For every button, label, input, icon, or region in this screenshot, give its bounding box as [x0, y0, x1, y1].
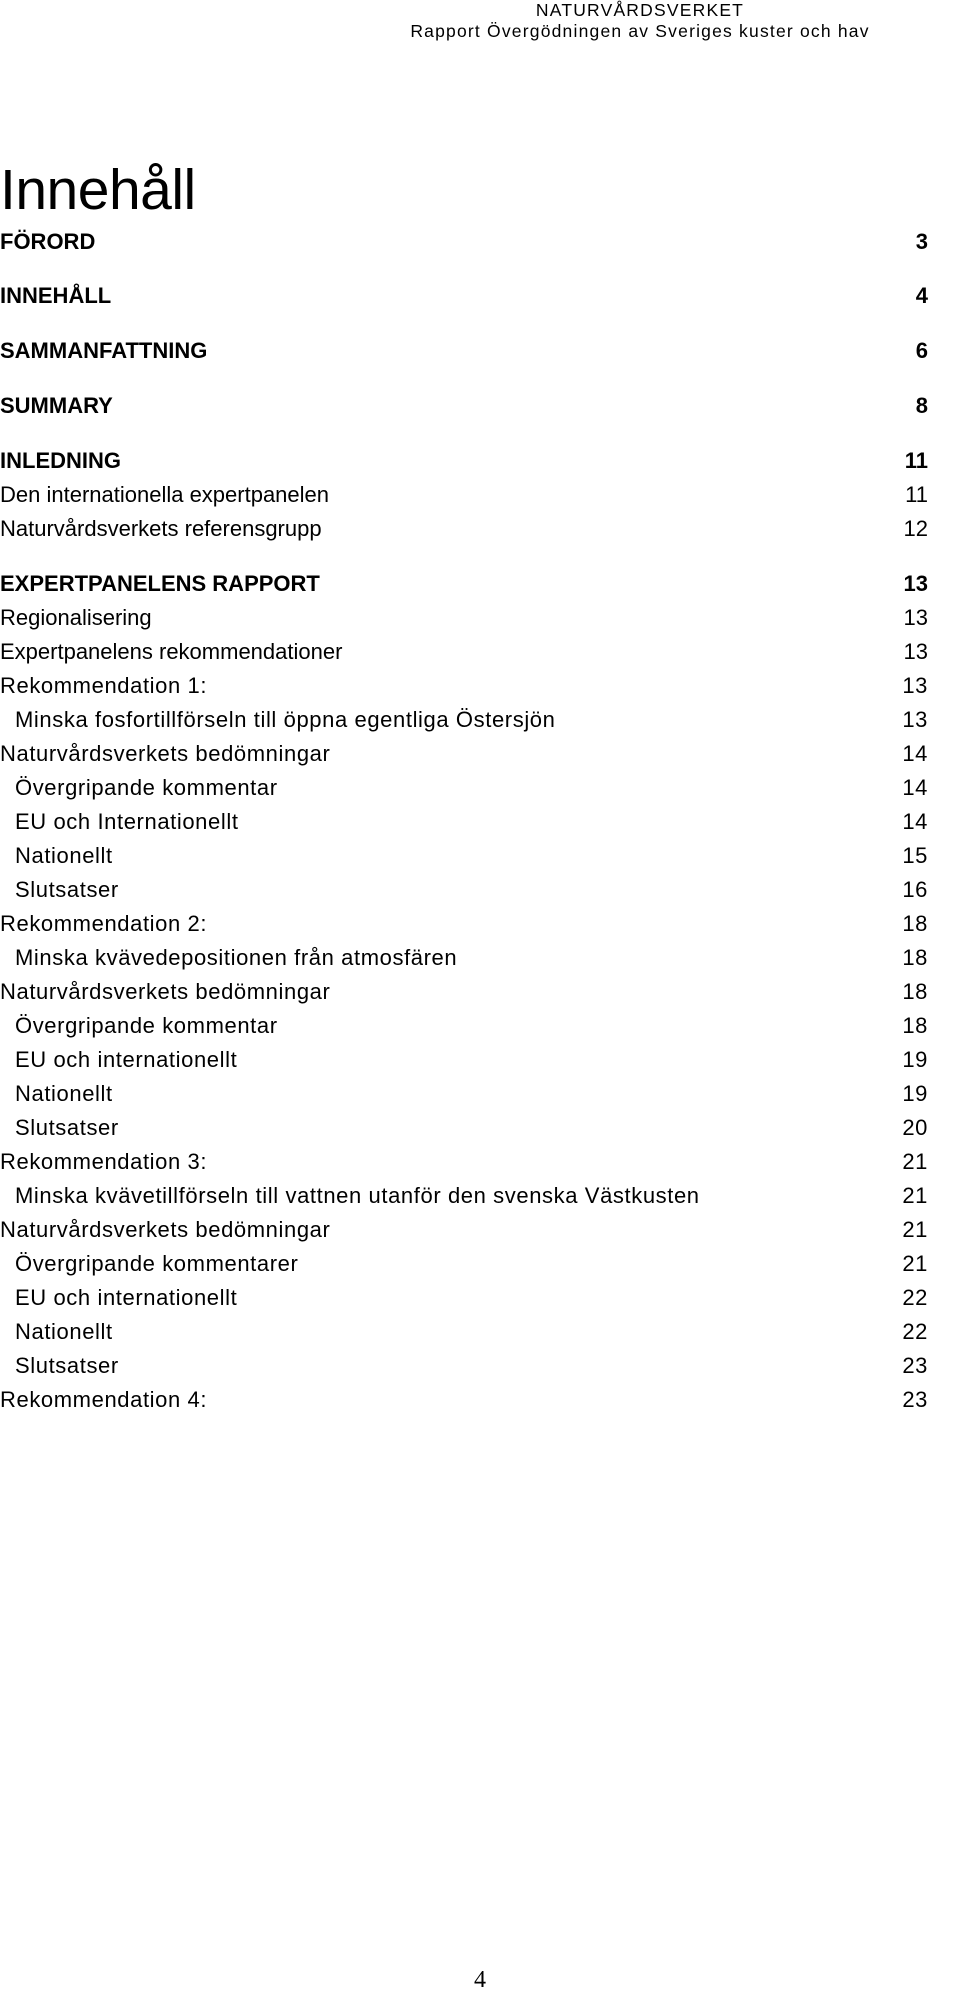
toc-entry-label: Rekommendation 1:	[0, 673, 208, 698]
toc-entry-page-number: 21	[902, 1183, 928, 1208]
toc-entry-page-number: 3	[915, 229, 928, 254]
toc-entry-page-number: 20	[902, 1115, 928, 1140]
toc-entry-label: Naturvårdsverkets bedömningar	[0, 741, 331, 766]
toc-entry-label: Slutsatser	[15, 1115, 119, 1140]
toc-entry-label: INNEHÅLL	[0, 283, 112, 308]
toc-entry[interactable]	[0, 512, 928, 546]
toc-entry-page-number: 8	[915, 393, 928, 418]
toc-entry[interactable]	[0, 389, 928, 423]
toc-entry-page-number: 14	[902, 775, 928, 800]
toc-entry[interactable]	[0, 1247, 928, 1281]
toc-entry-label: Slutsatser	[15, 877, 119, 902]
toc-entry-label: INLEDNING	[0, 448, 121, 473]
page-title: Innehåll	[0, 158, 196, 222]
toc-entry-label: Nationellt	[15, 1319, 113, 1344]
toc-entry-page-number: 22	[902, 1319, 928, 1344]
toc-entry[interactable]	[0, 873, 928, 907]
toc-entry[interactable]	[0, 1315, 928, 1349]
toc-entry[interactable]	[0, 601, 928, 635]
toc-entry-page-number: 21	[902, 1217, 928, 1242]
toc-entry-page-number: 13	[903, 571, 928, 596]
toc-entry-label: EU och internationellt	[15, 1047, 238, 1072]
toc-entry[interactable]	[0, 975, 928, 1009]
toc-entry[interactable]	[0, 334, 928, 368]
toc-entry-label: Minska kvävetillförseln till vattnen utanför den svenska Västkusten	[15, 1183, 700, 1208]
toc-entry[interactable]	[0, 567, 928, 601]
toc-entry-page-number: 18	[902, 979, 928, 1004]
toc-entry-page-number: 15	[902, 843, 928, 868]
toc-entry[interactable]	[0, 1111, 928, 1145]
toc-entry-page-number: 22	[902, 1285, 928, 1310]
toc-entry[interactable]	[0, 1145, 928, 1179]
toc-entry-page-number: 13	[902, 673, 928, 698]
toc-entry-page-number: 19	[902, 1047, 928, 1072]
toc-entry-label: Naturvårdsverkets bedömningar	[0, 979, 331, 1004]
toc-entry-label: Regionalisering	[0, 605, 152, 630]
toc-entry-page-number: 19	[902, 1081, 928, 1106]
toc-entry-page-number: 18	[902, 945, 928, 970]
toc-entry[interactable]	[0, 1281, 928, 1315]
toc-entry-label: Rekommendation 2:	[0, 911, 208, 936]
toc-entry[interactable]	[0, 1009, 928, 1043]
toc-entry-page-number: 13	[903, 639, 928, 664]
toc-entry-label: FÖRORD	[0, 229, 96, 254]
toc-entry[interactable]	[0, 941, 928, 975]
toc-entry-page-number: 4	[915, 283, 928, 308]
toc-entry[interactable]	[0, 737, 928, 771]
toc-entry[interactable]	[0, 225, 928, 259]
toc-entry-label: EXPERTPANELENS RAPPORT	[0, 571, 320, 596]
toc-entry-label: Minska kvävedepositionen från atmosfären	[15, 945, 458, 970]
toc-entry-page-number: 12	[903, 516, 928, 541]
toc-entry[interactable]	[0, 444, 928, 478]
toc-entry-label: EU och internationellt	[15, 1285, 238, 1310]
toc-entry[interactable]	[0, 279, 928, 313]
toc-entry[interactable]	[0, 805, 928, 839]
toc-entry-page-number: 23	[902, 1387, 928, 1412]
toc-entry-page-number: 14	[902, 809, 928, 834]
toc-entry-label: SAMMANFATTNING	[0, 338, 208, 363]
toc-entry[interactable]	[0, 1383, 928, 1417]
toc-entry-label: Övergripande kommentar	[15, 775, 278, 800]
toc-entry[interactable]	[0, 478, 928, 512]
toc-entry-page-number: 18	[902, 911, 928, 936]
toc-entry-label: Den internationella expertpanelen	[0, 482, 330, 507]
toc-entry-label: Naturvårdsverkets bedömningar	[0, 1217, 331, 1242]
toc-entry-label: Övergripande kommentarer	[15, 1251, 299, 1276]
toc-entry-page-number: 23	[902, 1353, 928, 1378]
toc-entry[interactable]	[0, 1213, 928, 1247]
toc-entry-page-number: 11	[904, 448, 928, 473]
toc-entry[interactable]	[0, 669, 928, 703]
toc-entry-label: Övergripande kommentar	[15, 1013, 278, 1038]
toc-entry-label: Rekommendation 4:	[0, 1387, 208, 1412]
toc-entry-page-number: 13	[903, 605, 928, 630]
header-org: NATURVÅRDSVERKET	[535, 0, 745, 20]
toc-entry-page-number: 21	[902, 1149, 928, 1174]
toc-entry[interactable]	[0, 907, 928, 941]
toc-entry[interactable]	[0, 635, 928, 669]
toc-entry[interactable]	[0, 1349, 928, 1383]
page-number: 4	[474, 1967, 486, 1993]
toc-entry-page-number: 11	[905, 482, 928, 507]
toc-entry-label: Expertpanelens rekommendationer	[0, 639, 343, 664]
toc-entry-label: Naturvårdsverkets referensgrupp	[0, 516, 322, 541]
toc-entry[interactable]	[0, 703, 928, 737]
toc-entry[interactable]	[0, 1043, 928, 1077]
toc-entry-page-number: 6	[915, 338, 928, 363]
toc-entry-page-number: 18	[902, 1013, 928, 1038]
toc-entry-label: SUMMARY	[0, 393, 113, 418]
toc-entry-page-number: 21	[902, 1251, 928, 1276]
toc-entry-page-number: 14	[902, 741, 928, 766]
toc-entry-page-number: 16	[902, 877, 928, 902]
toc-entry-label: Minska fosfortillförseln till öppna egentliga Östersjön	[15, 707, 556, 732]
toc-entry-label: Rekommendation 3:	[0, 1149, 208, 1174]
toc-entry[interactable]	[0, 1179, 928, 1213]
toc-entry-page-number: 13	[902, 707, 928, 732]
header-report-title: Rapport Övergödningen av Sveriges kuster och hav	[410, 21, 870, 41]
toc-entry-label: Slutsatser	[15, 1353, 119, 1378]
toc-entry-label: Nationellt	[15, 1081, 113, 1106]
toc-entry[interactable]	[0, 839, 928, 873]
toc-entry[interactable]	[0, 1077, 928, 1111]
toc-entry-label: EU och Internationellt	[15, 809, 239, 834]
toc-entry-label: Nationellt	[15, 843, 113, 868]
toc-entry[interactable]	[0, 771, 928, 805]
